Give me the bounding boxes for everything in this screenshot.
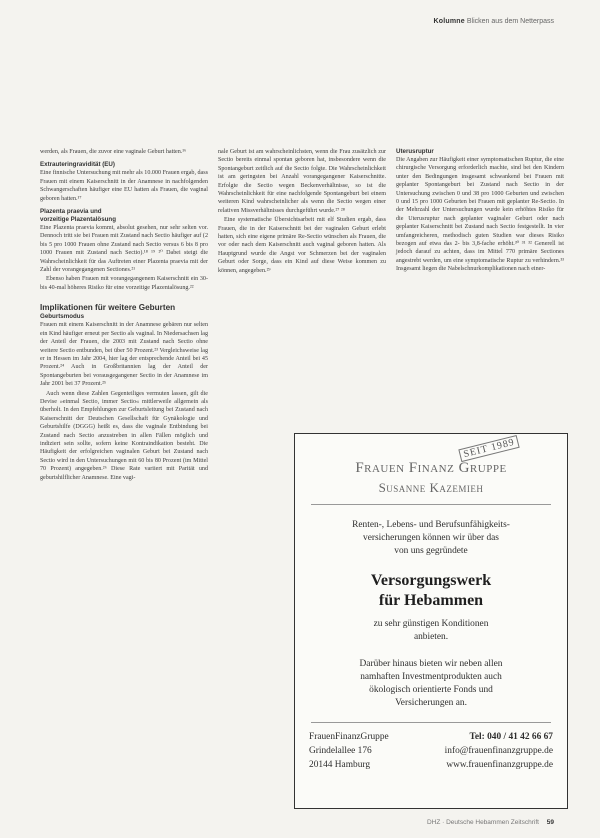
heading-uterusruptur: Uterusruptur bbox=[396, 148, 434, 155]
advertisement bbox=[294, 433, 568, 809]
heading-geburtsmodus: Geburtsmodus bbox=[40, 313, 85, 321]
ad-contact bbox=[445, 730, 553, 772]
ad-intro-line-1: Renten-, Lebens- und Berufsunfähigkeits- bbox=[352, 520, 510, 530]
ad-intro-line-2: versicherungen können wir über das bbox=[363, 533, 499, 543]
heading-plazenta-1: Plazenta praevia und bbox=[40, 208, 102, 216]
page-footer bbox=[427, 819, 554, 826]
ad-headline-line-2: für Hebammen bbox=[378, 592, 484, 609]
ad-street: Grindelallee 176 bbox=[309, 746, 372, 756]
col1-paragraph-2: Eine finnische Untersuchung mit mehr als 10.000 Frauen ergab, dass Frauen mit einem Kaiserschnitt in der Anamnese in nachfolgenden Schwangerschaften häufiger eine EU hatten als Frauen, die vaginal geboren hatten.¹⁷ bbox=[40, 170, 208, 202]
page-number: 59 bbox=[546, 819, 554, 826]
col1-paragraph-5: Frauen mit einem Kaiserschnitt in der Anamnese gebären nur selten ein Kind häufiger erneut per Sectio als vaginal. In Niedersachsen lag der Anteil der Frauen, die 2003 mit Zustand nach Sectio ohne weitere Sectio entbunden, bei über 50 Prozent.²³ Vergleichsweise lag er in Hessen im Jahr 2004, hier lag der entsprechende Anteil bei 45 Prozent.²⁴ Auch in Großbritannien lag der Anteil der Spontangeburten bei vorausgegangener Sectio in der Anamnese im Jahr 2001 bei 37 Prozent.²⁵ bbox=[40, 322, 208, 388]
ad-phone: Tel: 040 / 41 42 66 67 bbox=[469, 732, 553, 742]
heading-plazenta-2: vorzeitige Plazentalösung bbox=[40, 216, 116, 224]
ad-headline bbox=[295, 571, 567, 611]
heading-extrauteringraviditaet: Extrauteringravidität (EU) bbox=[40, 161, 115, 169]
col1-paragraph-6: Auch wenn diese Zahlen Gegenteiliges vermuten lassen, gilt die Devise »einmal Sectio, immer Sectio« mittlerweile allgemein als überholt. In den Empfehlungen zur Geburtsleitung bei Zustand nach Kaiserschnitt der Deutschen Gesellschaft für Gynäkologie und Geburtshilfe (DGGG) heißt es, dass die vaginale Entbindung bei Zustand nach Sectio anzustreben in allen Fällen möglich und indiziert sein sollte, sofern keine Kontraindikation besteht. Die Häufigkeit der erfolgreichen vaginalen Geburt bei Zustand nach Sectio wird in den Untersuchungen mit 60 bis 80 Prozent (im Mittel 70 Prozent) angegeben.²⁶ Diese Rate variiert mit Parität und geburtshilflicher Anamnese. Eine vagi- bbox=[40, 390, 208, 481]
ad-headline-line-1: Versorgungswerk bbox=[370, 572, 492, 589]
ad-more-line-3: ökologisch orientierte Fonds und bbox=[369, 685, 493, 695]
ad-intro bbox=[295, 519, 567, 558]
ad-logo-line-1: Frauen Finanz Gruppe bbox=[355, 460, 507, 476]
col1-paragraph-3: Eine Plazenta praevia kommt, absolut gesehen, nur sehr selten vor. Dennoch tritt sie bei Frauen mit Zustand nach Sectio häufiger auf (2 bis 5 pro 1000 Frauen ohne Zustand nach Sectio versus 6 bis 8 pro 1000 Frauen mit Zustand nach Sectio).¹⁸ ¹⁹ ²⁰ Dabei steigt die Wahrscheinlichkeit für das Auftreten einer Plazenta praevia mit der Zahl der vorangegangenen Sectiones.²¹ bbox=[40, 225, 208, 274]
ad-conditions bbox=[295, 618, 567, 644]
ad-logo-line-2: Susanne Kazemieh bbox=[378, 480, 484, 495]
ad-divider-bottom bbox=[311, 722, 551, 723]
header-section: Kolumne bbox=[433, 18, 465, 25]
ad-website[interactable]: www.frauenfinanzgruppe.de bbox=[446, 760, 553, 770]
column-2 bbox=[218, 148, 386, 276]
col1-paragraph-1: werden, als Frauen, die zuvor eine vaginale Geburt hatten.¹⁶ bbox=[40, 149, 187, 155]
col1-paragraph-4: Ebenso haben Frauen mit vorangegangenem Kaiserschnitt ein 30- bis 40-mal höheres Risiko für eine vorzeitige Plazentalösung.²² bbox=[40, 276, 208, 291]
ad-email[interactable]: info@frauenfinanzgruppe.de bbox=[444, 746, 553, 756]
header-rubric: Blicken aus dem Netterpass bbox=[466, 18, 554, 25]
ad-intro-line-3: von uns gegründete bbox=[394, 546, 468, 556]
ad-address bbox=[309, 730, 389, 772]
heading-implikationen: Implikationen für weitere Geburten bbox=[40, 303, 176, 313]
ad-more-line-2: namhaften Investmentprodukten auch bbox=[360, 672, 502, 682]
ad-conditions-line-2: anbieten. bbox=[413, 632, 449, 642]
ad-more bbox=[295, 658, 567, 710]
col3-paragraph-1: Die Angaben zur Häufigkeit einer symptomatischen Ruptur, die eine chirurgische Versorgung erforderlich machte, sind bei den Kindern unter den Bedingungen insgesamt schwankend bei Frauen mit geplanter Spontangeburt bei Zustand nach Sectio in der Untersuchung zwischen 0 und 38 pro 1000 Geburten und zwischen 0 und 15 pro 1000 Geburten bei Frauen mit geplanter Re-Sectio. In der Mehrzahl der Untersuchungen wurde kein erhöhtes Risiko für die Uterusruptur nach geplanter vaginaler Geburt oder nach geplanter Kaiserschnitt bei Zustand nach Sectio festgestellt. In vier umfangreicheren, methodisch guten Studien war dieses Risiko bezogen auf etwa das 2- bis 3,8-fache erhöht.³⁰ ³¹ ³² Generell ist jedoch darauf zu achten, dass im Mittel 770 primäre Sectiones angestrebt werden, um eine symptomatische Ruptur zu verhindern.³³ Insgesamt liegen die Nabelschnurkomplikationen nach einer- bbox=[396, 157, 564, 273]
ad-more-line-4: Versicherungen an. bbox=[395, 698, 467, 708]
col2-paragraph-1: nale Geburt ist am wahrscheinlichsten, wenn die Frau zusätzlich zur Sectio bereits einmal spontan geboren hat, insbesondere wenn die Spontangeburt zeitlich auf die Sectio folgte. Die Wahrscheinlichkeit ist am geringsten bei Anzahl vorangegangener Kaiserschnitte. Erfolgte die Sectio wegen Beckenverhältnisse, so ist die Wahrscheinlichkeit für eine nachfolgende Spontangeburt bei einem weiteren Kind wahrscheinlicher als wenn die Sectio wegen einer relativen Missverhältnisses durchgeführt wurde.²⁷ ²⁸ bbox=[218, 149, 386, 214]
column-3 bbox=[396, 148, 564, 275]
ad-conditions-line-1: zu sehr günstigen Konditionen bbox=[373, 619, 489, 629]
column-1 bbox=[40, 148, 208, 483]
col2-paragraph-2: Eine systematische Übersichtsarbeit mit elf Studien ergab, dass Frauen, die in der Kaiserschnitt bei der vaginalen Geburt erlebt hatten, sich eine eigene primäre Re-Sectio wünschen als Frauen, die vor oder nach dem Kaiserschnitt auch vaginal geboren hatten. Als Hauptgrund wurde die Angst vor Schmerzen bei der vaginalen Geburt oder Sorge, dass ein Kind auf diese Weise kommen zu können, angegeben.²⁹ bbox=[218, 217, 386, 274]
ad-more-line-1: Darüber hinaus bieten wir neben allen bbox=[359, 659, 503, 669]
ad-company: FrauenFinanzGruppe bbox=[309, 732, 389, 742]
ad-stamp: SEIT 1989 bbox=[458, 435, 520, 462]
running-header bbox=[434, 18, 554, 25]
ad-divider bbox=[311, 504, 551, 505]
footer-journal: DHZ · Deutsche Hebammen Zeitschrift bbox=[426, 819, 539, 826]
ad-city: 20144 Hamburg bbox=[309, 760, 371, 770]
